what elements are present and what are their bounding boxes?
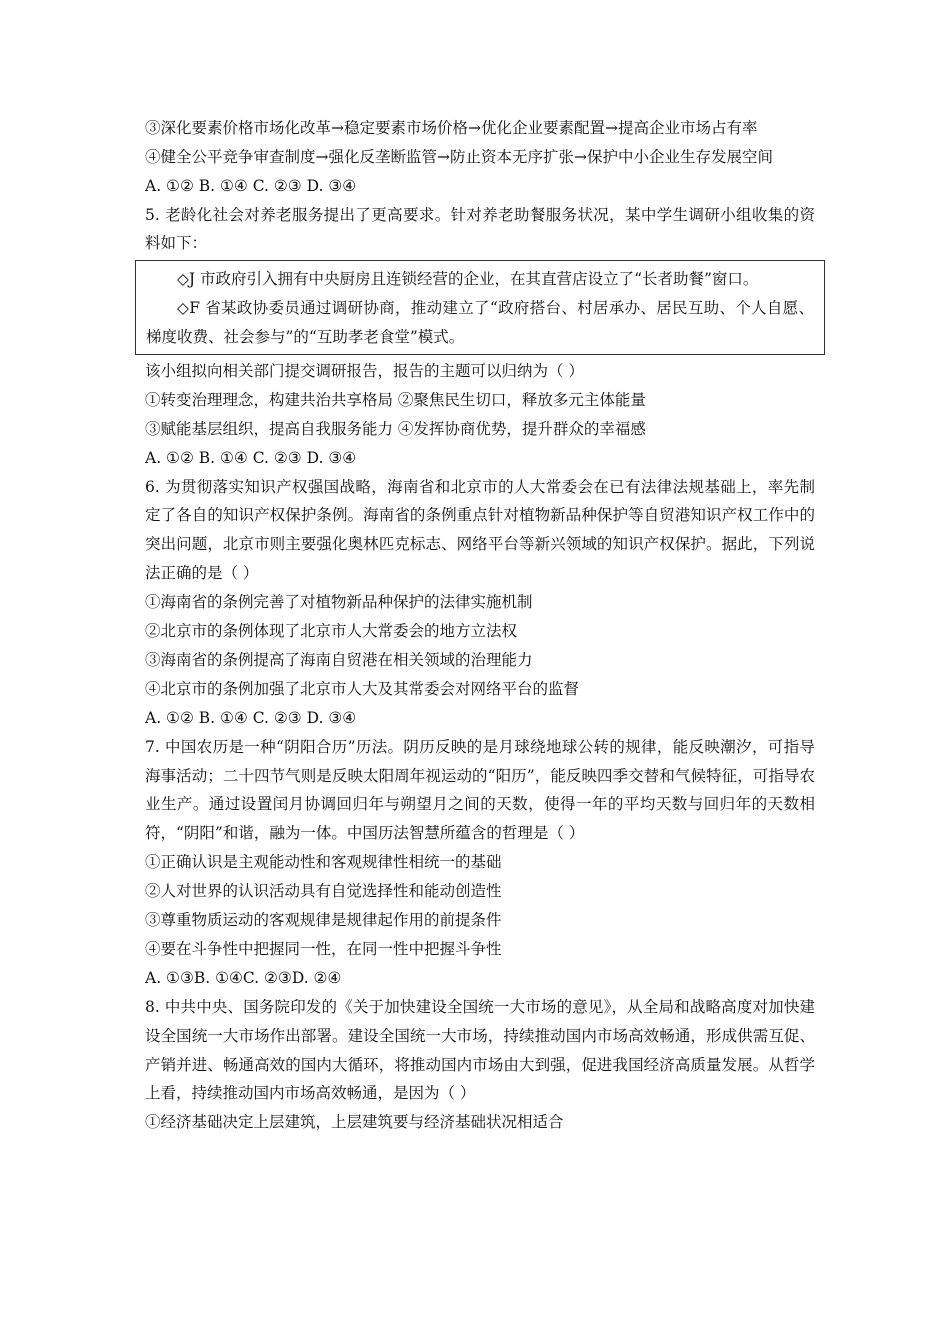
q6-stem: 6. 为贯彻落实知识产权强国战略，海南省和北京市的人大常委会在已有法律法规基础上，率先制定了各自的知识产权保护条例。海南省的条例重点针对植物新品种保护等自贸港知识产权工作中的突出问题，北京市则主要强化奥林匹克标志、网络平台等新兴领域的知识产权保护。据此，下列说法正确的是（ ）	[145, 477, 815, 582]
q7-option-3: ③尊重物质运动的客观规律是规律起作用的前提条件	[145, 910, 502, 929]
q5-material-item-1: ◇J 市政府引入拥有中央厨房且连锁经营的企业，在其直营店设立了“长者助餐”窗口。	[177, 270, 759, 289]
q7-option-1: ①正确认识是主观能动性和客观规律性相统一的基础	[145, 852, 502, 871]
q6-option-1: ①海南省的条例完善了对植物新品种保护的法律实施机制	[145, 592, 533, 611]
q8-stem: 8. 中共中央、国务院印发的《关于加快建设全国统一大市场的意见》，从全局和战略高度对加快建设全国统一大市场作出部署。建设全国统一大市场，持续推动国内市场高效畅通，形成供需互促、产销并进、畅通高效的国内大循环，将推动国内市场由大到强，促进我国经济高质量发展。从哲学上看，持续推动国内市场高效畅通，是因为（ ）	[145, 997, 816, 1103]
q5-options-3-4: ③赋能基层组织，提高自我服务能力 ④发挥协商优势，提升群众的幸福感	[145, 419, 646, 438]
q5-answer-choices: A. ①② B. ①④ C. ②③ D. ③④	[145, 448, 357, 467]
q5-options-1-2: ①转变治理理念，构建共治共享格局 ②聚焦民生切口，释放多元主体能量	[145, 390, 646, 409]
q4-option-4: ④健全公平竞争审查制度→强化反垄断监管→防止资本无序扩张→保护中小企业生存发展空间	[145, 147, 773, 166]
q5-material-box	[135, 260, 825, 354]
q5-question: 该小组拟向相关部门提交调研报告，报告的主题可以归纳为（ ）	[145, 361, 584, 380]
q6-option-2: ②北京市的条例体现了北京市人大常委会的地方立法权	[145, 621, 518, 640]
q4-option-3: ③深化要素价格市场化改革→稳定要素市场价格→优化企业要素配置→提高企业市场占有率	[145, 119, 758, 137]
question-4-continued	[145, 114, 815, 201]
q5-stem: 5. 老龄化社会对养老服务提出了更高要求。针对养老助餐服务状况，某中学生调研小组收集的资料如下：	[145, 205, 815, 253]
q7-answer-choices: A. ①③B. ①④C. ②③D. ②④	[145, 968, 342, 987]
q8-option-1: ①经济基础决定上层建筑，上层建筑要与经济基础状况相适合	[145, 1113, 564, 1132]
q7-option-4: ④要在斗争性中把握同一性，在同一性中把握斗争性	[145, 939, 502, 958]
question-7	[145, 733, 815, 993]
q7-option-2: ②人对世界的认识活动具有自觉选择性和能动创造性	[145, 881, 502, 900]
question-8	[145, 993, 815, 1137]
q4-answer-choices: A. ①② B. ①④ C. ②③ D. ③④	[145, 176, 357, 195]
question-6	[145, 473, 815, 733]
question-5	[145, 201, 815, 473]
q6-option-4: ④北京市的条例加强了北京市人大及其常委会对网络平台的监督	[145, 679, 580, 698]
q5-material-item-2: ◇F 省某政协委员通过调研协商，推动建立了“政府搭台、村居承办、居民互助、个人自愿、梯度收费、社会参与”的“互助孝老食堂”模式。	[146, 298, 814, 346]
q7-stem: 7. 中国农历是一种“阴阳合历”历法。阴历反映的是月球绕地球公转的规律，能反映潮汐，可指导海事活动；二十四节气则是反映太阳周年视运动的“阳历”，能反映四季交替和气候特征，可指导农业生产。通过设置闰月协调回归年与朔望月之间的天数，使得一年的平均天数与回归年的天数相符，“阴阳”和谐，融为一体。中国历法智慧所蕴含的哲理是（ ）	[145, 737, 815, 843]
exam-page	[145, 114, 815, 1137]
q6-option-3: ③海南省的条例提高了海南自贸港在相关领域的治理能力	[145, 650, 533, 669]
q6-answer-choices: A. ①② B. ①④ C. ②③ D. ③④	[145, 708, 357, 727]
